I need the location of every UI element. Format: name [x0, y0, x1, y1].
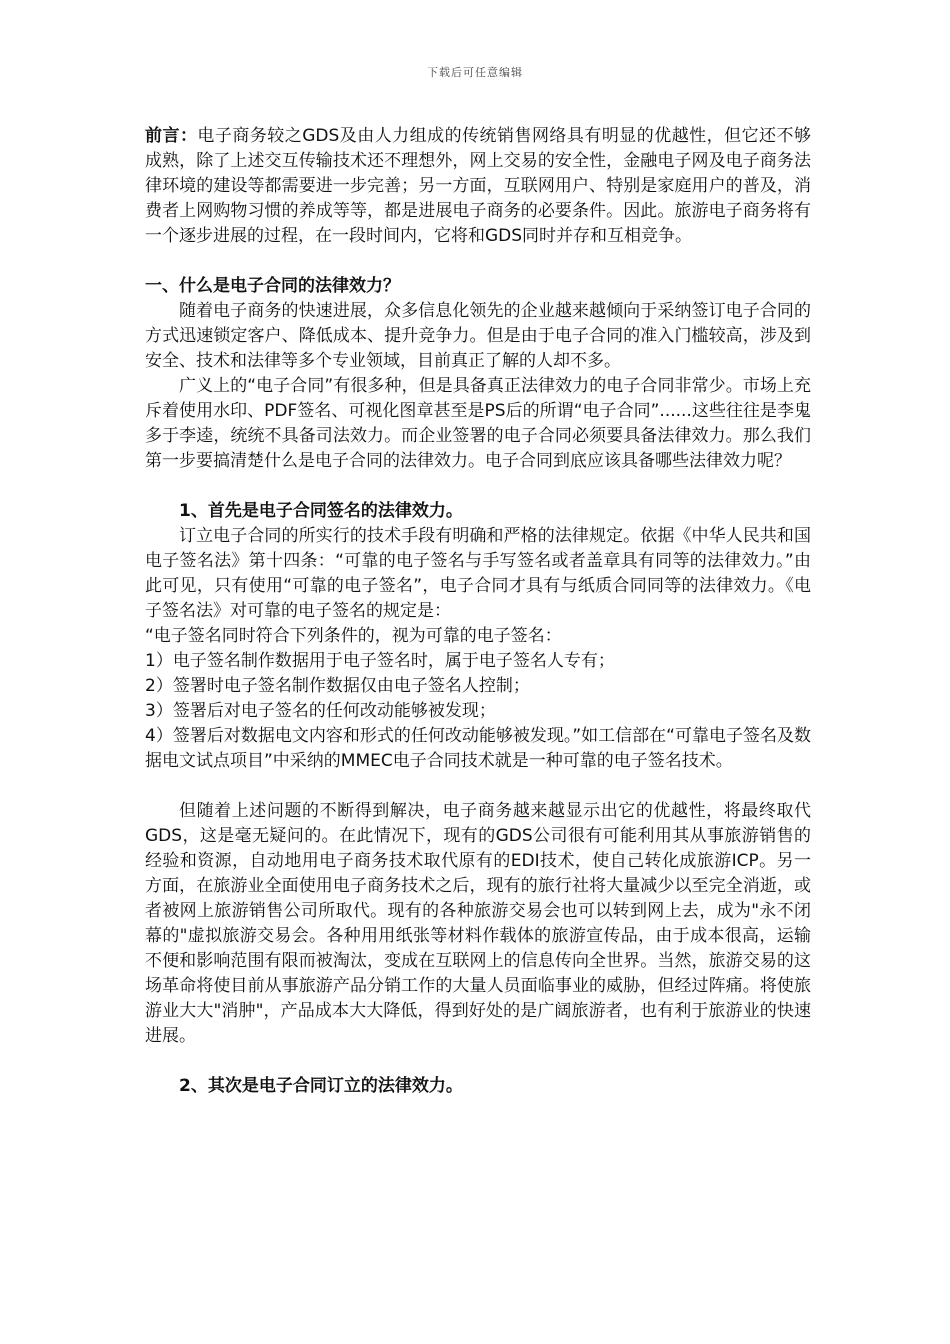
gds-paragraph: 但随着上述问题的不断得到解决，电子商务越来越显示出它的优越性，将最终取代GDS，这是毫无疑问的。在此情况下，现有的GDS公司很有可能利用其从事旅游销售的经验和资源，自动地用电子商务技术取代原有的EDI技术，使自己转化成旅游ICP。另一方面，在旅游业全面使用电子商务技术之后，现有的旅行社将大量减少以至完全消逝，或者被网上旅游销售公司所取代。现有的各种旅游交易会也可以转到网上去，成为"永不闭幕的"虚拟旅游交易会。各种用用纸张等材料作载体的旅游宣传品，由于成本很高，运输不便和影响范围有限而被淘汰，变成在互联网上的信息传向全世界。当然，旅游交易的这场革命将使目前从事旅游产品分销工作的大量人员面临事业的威胁，但经过阵痛。将使旅游业大大"消肿"，产品成本大大降低，得到好处的是广阔旅游者，也有利于旅游业的快速进展。 — [145, 801, 811, 1046]
intro-label: 前言： — [145, 126, 198, 146]
list-item: 2）签署时电子签名制作数据仅由电子签名人控制； — [145, 676, 530, 696]
section1-paragraph-1: 随着电子商务的快速进展，众多信息化领先的企业越来越倾向于采纳签订电子合同的方式迅速锁定客户、降低成本、提升竞争力。但是由于电子合同的准入门槛较高，涉及到安全、技术和法律等多个专业领域，目前真正了解的人却不多。 — [145, 301, 811, 371]
list-item: 4）签署后对数据电文内容和形式的任何改动能够被发现。”如工信部在“可靠电子签名及数据电文试点项目”中采纳的MMEC电子合同技术就是一种可靠的电子签名技术。 — [145, 726, 811, 771]
intro-text: 电子商务较之GDS及由人力组成的传统销售网络具有明显的优越性，但它还不够成熟，除了上述交互传输技术还不理想外，网上交易的安全性，金融电子网及电子商务法律环境的建设等都需要进一步完善；另一方面，互联网用户、特别是家庭用户的普及，消费者上网购物习惯的养成等等，都是进展电子商务的必要条件。因此。旅游电子商务将有一个逐步进展的过程，在一段时间内，它将和GDS同时并存和互相竞争。 — [145, 126, 812, 246]
section-heading-1: 一、什么是电子合同的法律效力？ — [145, 276, 400, 296]
spacer — [145, 774, 811, 799]
spacer — [145, 249, 811, 274]
spacer — [145, 1049, 811, 1074]
intro-paragraph — [145, 124, 811, 249]
list-item: 3）签署后对电子签名的任何改动能够被发现； — [145, 701, 496, 721]
document-body — [145, 124, 811, 1099]
list-item: 1）电子签名制作数据用于电子签名时，属于电子签名人专有； — [145, 651, 615, 671]
spacer — [145, 474, 811, 499]
section1-paragraph-2: 广义上的“电子合同”有很多种，但是具备真正法律效力的电子合同非常少。市场上充斥着使用水印、PDF签名、可视化图章甚至是PS后的所谓“电子合同”......这些往往是李鬼多于李逵，统统不具备司法效力。而企业签署的电子合同必须要具备法律效力。那么我们第一步要搞清楚什么是电子合同的法律效力。电子合同到底应该具备哪些法律效力呢？ — [145, 376, 811, 471]
quote-intro: “电子签名同时符合下列条件的，视为可靠的电子签名： — [145, 626, 562, 646]
page-header: 下载后可任意编辑 — [427, 66, 523, 79]
subsection-heading-2: 2、其次是电子合同订立的法律效力。 — [179, 1076, 463, 1096]
subsection1-paragraph: 订立电子合同的所实行的技术手段有明确和严格的法律规定。依据《中华人民共和国电子签名法》第十四条：“可靠的电子签名与手写签名或者盖章具有同等的法律效力。”由此可见，只有使用“可靠的电子签名”，电子合同才具有与纸质合同同等的法律效力。《电子签名法》对可靠的电子签名的规定是： — [145, 526, 811, 621]
subsection-heading-1: 1、首先是电子合同签名的法律效力。 — [179, 501, 463, 521]
